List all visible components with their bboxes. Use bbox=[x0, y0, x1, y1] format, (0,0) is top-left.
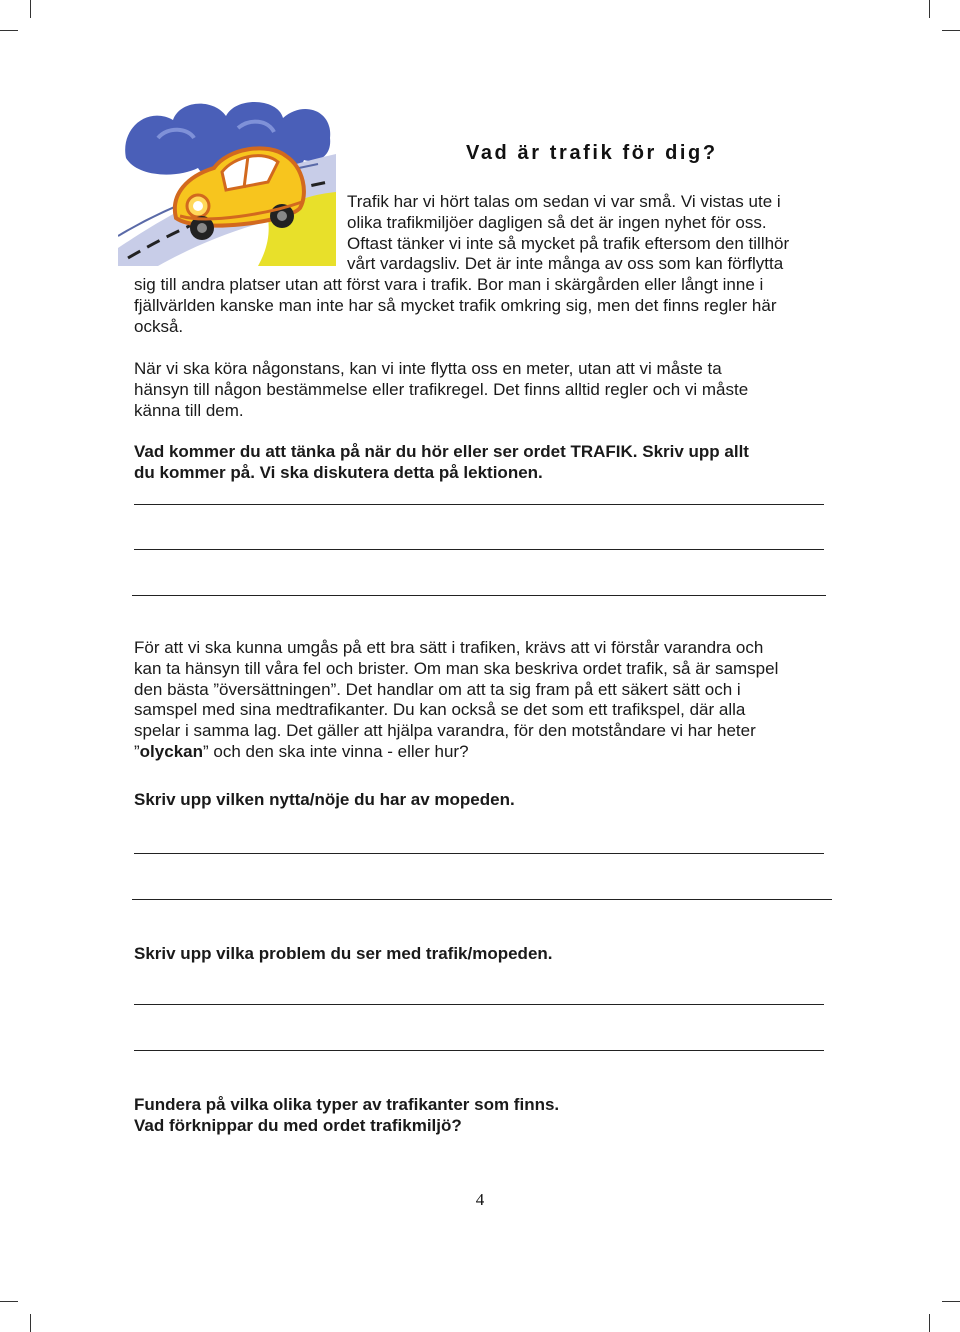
answer-line[interactable] bbox=[134, 549, 824, 550]
crop-mark bbox=[0, 1301, 18, 1302]
crop-mark bbox=[929, 1314, 930, 1332]
question-mopednytta: Skriv upp vilken nytta/nöje du har av mopeden. bbox=[134, 790, 515, 809]
answer-line[interactable] bbox=[132, 595, 826, 596]
text-line: olika trafikmiljöer dagligen så det är ingen nyhet för oss. bbox=[347, 212, 767, 232]
answer-line[interactable] bbox=[134, 504, 824, 505]
text-line: Trafik har vi hört talas om sedan vi var små. Vi vistas ute i bbox=[347, 192, 781, 211]
text-line: sig till andra platser utan att först vara i trafik. Bor man i skärgården eller långt inne i bbox=[134, 275, 764, 295]
text-line: hänsyn till någon bestämmelse eller trafikregel. Det finns alltid regler och vi måste bbox=[134, 379, 749, 399]
text-line: känna till dem. bbox=[134, 400, 244, 420]
text-line: fjällvärlden kanske man inte har så mycket trafik omkring sig, men det finns regler här bbox=[134, 295, 777, 315]
text-line: Oftast tänker vi inte så mycket på trafik eftersom den tillhör bbox=[347, 233, 790, 253]
text-line: När vi ska köra någonstans, kan vi inte flytta oss en meter, utan att vi måste ta bbox=[134, 359, 722, 378]
crop-mark bbox=[929, 0, 930, 18]
bold-word-olyckan: olyckan bbox=[139, 741, 203, 761]
text-line: Vad kommer du att tänka på när du hör eller ser ordet TRAFIK. Skriv upp allt bbox=[134, 442, 749, 461]
crop-mark bbox=[942, 30, 960, 31]
text-line bbox=[134, 742, 778, 763]
line-suffix: ” och den ska inte vinna - eller hur? bbox=[202, 741, 469, 761]
text-line: kan ta hänsyn till våra fel och brister. Om man ska beskriva ordet trafik, så är samspel bbox=[134, 658, 779, 678]
text-line: spelar i samma lag. Det gäller att hjälpa varandra, för den motståndare vi har heter bbox=[134, 721, 756, 741]
crop-mark bbox=[0, 30, 18, 31]
answer-line[interactable] bbox=[134, 1004, 824, 1005]
text-line: För att vi ska kunna umgås på ett bra sätt i trafiken, krävs att vi förstår varandra och bbox=[134, 638, 764, 657]
page-title: Vad är trafik för dig? bbox=[466, 142, 718, 164]
crop-mark bbox=[30, 1314, 31, 1332]
answer-line[interactable] bbox=[132, 899, 832, 900]
text-line: du kommer på. Vi ska diskutera detta på lektionen. bbox=[134, 462, 543, 482]
answer-line[interactable] bbox=[134, 1050, 824, 1051]
question-trafikanter bbox=[134, 1095, 559, 1137]
question-trafik bbox=[134, 442, 749, 484]
question-problem: Skriv upp vilka problem du ser med trafik/mopeden. bbox=[134, 944, 553, 963]
samspel-paragraph bbox=[134, 638, 778, 763]
text-line: den bästa ”översättningen”. Det handlar om att ta sig fram på ett säkert sätt och i bbox=[134, 679, 741, 699]
text-line: samspel med sina medtrafikanter. Du kan också se det som ett trafikspel, där alla bbox=[134, 700, 746, 720]
quote-open: ” bbox=[134, 741, 140, 761]
text-line: också. bbox=[134, 316, 184, 336]
text-line: Fundera på vilka olika typer av trafikanter som finns. bbox=[134, 1095, 560, 1114]
page-number: 4 bbox=[475, 1190, 485, 1209]
answer-line[interactable] bbox=[134, 853, 824, 854]
intro-paragraph bbox=[134, 192, 789, 338]
rules-paragraph bbox=[134, 359, 748, 421]
text-line: vårt vardagsliv. Det är inte många av oss som kan förflytta bbox=[347, 254, 784, 274]
text-line: Vad förknippar du med ordet trafikmiljö? bbox=[134, 1115, 462, 1135]
crop-mark bbox=[30, 0, 31, 18]
crop-mark bbox=[942, 1301, 960, 1302]
